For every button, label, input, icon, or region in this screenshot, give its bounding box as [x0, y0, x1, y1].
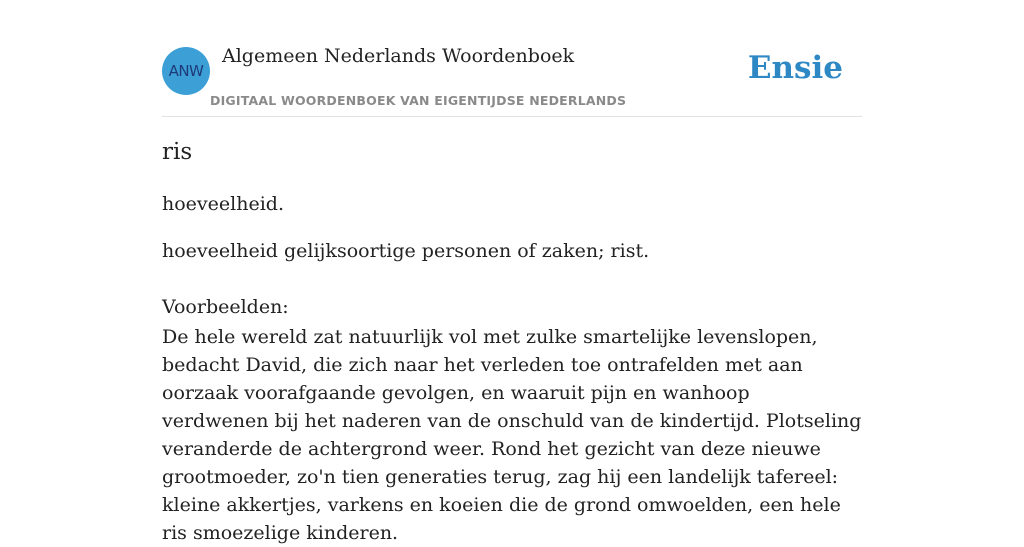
page	[162, 0, 862, 544]
anw-logo[interactable]	[162, 47, 210, 95]
dictionary-subtitle: DIGITAAL WOORDENBOEK VAN EIGENTIJDSE NEDERLANDS	[210, 93, 627, 108]
example-text: De hele wereld zat natuurlijk vol met zulke smartelijke levenslopen, bedacht David, die zich naar het verleden toe ontrafelden met aan oorzaak voorafgaande gevolgen, en waaruit pijn en wanhoop verdwenen bij het naderen van de onschuld van de kindertijd. Plotseling veranderde de achtergrond weer. Rond het gezicht van deze nieuwe grootmoeder, zo'n tien generaties terug, zag hij een landelijk tafereel: kleine akkertjes, varkens en koeien die de grond omwoelden, een hele ris smoezelige kinderen.	[162, 326, 862, 544]
ensie-brand-link[interactable]: Ensie	[747, 50, 843, 86]
header	[162, 0, 862, 117]
entry-category: hoeveelheid.	[162, 193, 284, 215]
dictionary-title[interactable]: Algemeen Nederlands Woordenboek	[222, 45, 575, 67]
entry-word: ris	[162, 139, 193, 165]
anw-logo-text: ANW	[168, 62, 204, 80]
examples-label: Voorbeelden:	[162, 296, 289, 318]
entry-definition: hoeveelheid gelijksoortige personen of zaken; rist.	[162, 240, 650, 262]
